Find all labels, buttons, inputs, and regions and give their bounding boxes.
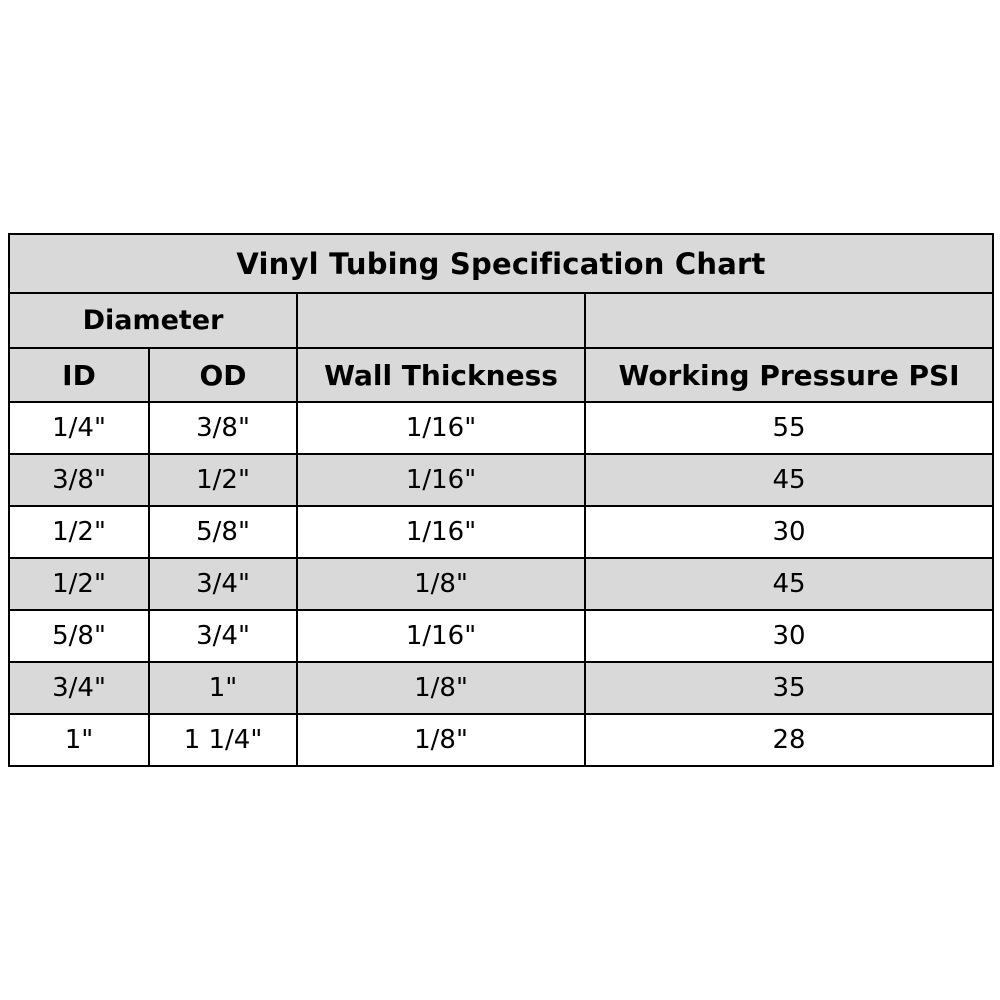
- cell-working-pressure: 30: [585, 506, 993, 558]
- table-row: [9, 558, 993, 610]
- cell-id: 1/4": [9, 402, 149, 454]
- table-row: [9, 714, 993, 766]
- column-header-wall-thickness: Wall Thickness: [297, 348, 585, 402]
- chart-title: Vinyl Tubing Specification Chart: [9, 234, 993, 293]
- table-title-row: [9, 234, 993, 293]
- table-row: [9, 610, 993, 662]
- cell-wall-thickness: 1/16": [297, 506, 585, 558]
- group-header-spacer-psi: [585, 293, 993, 348]
- cell-working-pressure: 28: [585, 714, 993, 766]
- cell-id: 5/8": [9, 610, 149, 662]
- cell-od: 3/8": [149, 402, 297, 454]
- table-row: [9, 506, 993, 558]
- cell-od: 1": [149, 662, 297, 714]
- cell-wall-thickness: 1/8": [297, 662, 585, 714]
- cell-od: 1 1/4": [149, 714, 297, 766]
- cell-od: 5/8": [149, 506, 297, 558]
- column-header-id: ID: [9, 348, 149, 402]
- table-group-header-row: [9, 293, 993, 348]
- cell-od: 3/4": [149, 610, 297, 662]
- table-column-header-row: [9, 348, 993, 402]
- table-row: [9, 454, 993, 506]
- cell-id: 3/8": [9, 454, 149, 506]
- cell-wall-thickness: 1/16": [297, 610, 585, 662]
- cell-wall-thickness: 1/16": [297, 454, 585, 506]
- cell-od: 1/2": [149, 454, 297, 506]
- column-header-working-pressure: Working Pressure PSI: [585, 348, 993, 402]
- cell-working-pressure: 45: [585, 558, 993, 610]
- cell-od: 3/4": [149, 558, 297, 610]
- cell-id: 1/2": [9, 506, 149, 558]
- group-header-spacer-wall: [297, 293, 585, 348]
- table-row: [9, 662, 993, 714]
- cell-working-pressure: 35: [585, 662, 993, 714]
- cell-working-pressure: 30: [585, 610, 993, 662]
- cell-id: 3/4": [9, 662, 149, 714]
- cell-working-pressure: 55: [585, 402, 993, 454]
- cell-wall-thickness: 1/16": [297, 402, 585, 454]
- cell-wall-thickness: 1/8": [297, 558, 585, 610]
- cell-working-pressure: 45: [585, 454, 993, 506]
- vinyl-tubing-spec-table: [8, 233, 994, 767]
- spec-table-container: [8, 233, 992, 767]
- column-header-od: OD: [149, 348, 297, 402]
- cell-id: 1": [9, 714, 149, 766]
- cell-id: 1/2": [9, 558, 149, 610]
- group-header-diameter: Diameter: [9, 293, 297, 348]
- cell-wall-thickness: 1/8": [297, 714, 585, 766]
- table-row: [9, 402, 993, 454]
